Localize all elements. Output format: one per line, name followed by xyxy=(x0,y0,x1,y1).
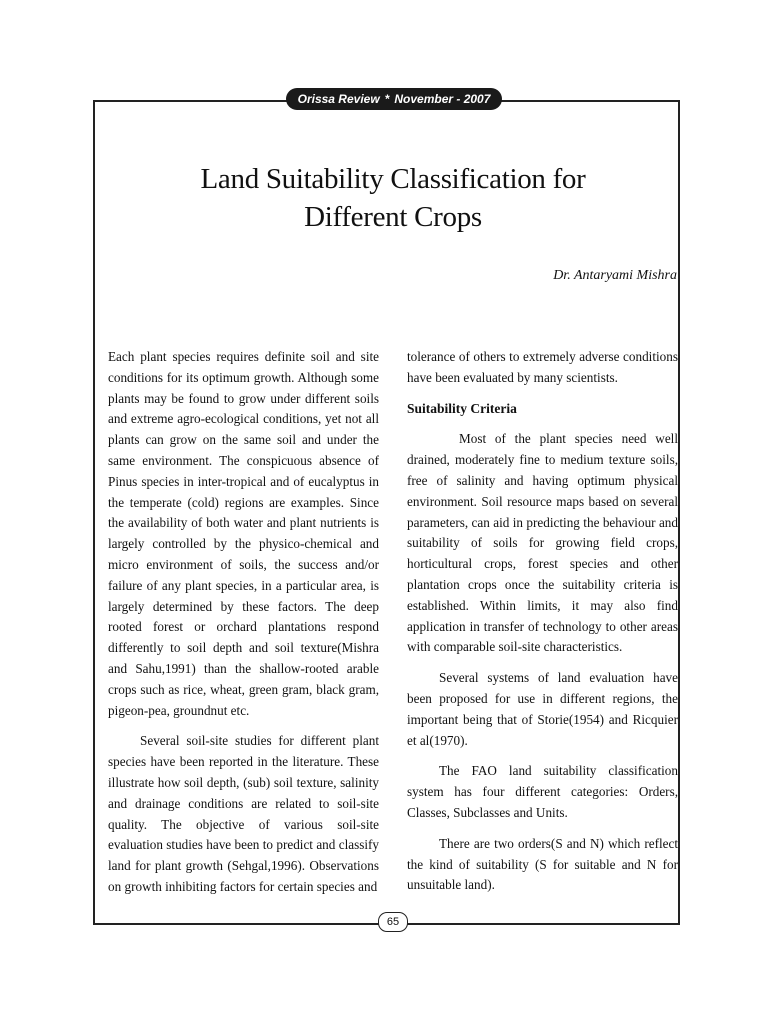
paragraph-right-5: There are two orders(S and N) which reflect the kind of suitability (S for suitable and N for unsuitable land). xyxy=(407,835,678,893)
paragraph-right-1: tolerance of others to extremely adverse conditions have been evaluated by many scientists. xyxy=(407,349,678,385)
header-separator: * xyxy=(384,92,390,106)
section-heading: Suitability Criteria xyxy=(407,400,517,416)
title-line-2: Different Crops xyxy=(304,201,482,233)
paragraph-left-2: Several soil-site studies for different plant species have been reported in the literature. These illustrate how soil depth, (sub) soil texture, salinity and drainage conditions are related to soil-site quality. The objective of various soil-site evaluation studies have been to predict and classify land for plant growth (Sehgal,1996). Observations on growth inhibiting factors for certain species and xyxy=(108,733,379,894)
paragraph-right-2: Most of the plant species need well drained, moderately fine to medium texture soils, free of salinity and having optimum physical environment. Soil resource maps based on several parameters, can aid in predicting the behaviour and suitability of soils for growing field crops, horticultural crops, forest species and other plantation crops once the suitability criteria is established. Within limits, it may also find application in transfer of technology to other areas with comparable soil-site characteristics. xyxy=(407,431,678,655)
journal-name: Orissa Review xyxy=(297,92,380,106)
paragraph-right-4: The FAO land suitability classification system has four different categories: Orders, Classes, Subclasses and Units. xyxy=(407,763,678,820)
title-line-1: Land Suitability Classification for xyxy=(200,163,586,195)
issue-date: November - 2007 xyxy=(394,92,491,106)
paragraph-right-3: Several systems of land evaluation have been proposed for use in different regions, the important being that of Storie(1954) and Ricquier et al(1970). xyxy=(407,670,678,748)
author-name: Dr. Antaryami Mishra xyxy=(553,268,677,283)
paragraph-left-1: Each plant species requires definite soil and site conditions for its optimum growth. Although some plants may be found to grow under different soils and extreme agro-ecological conditions, yet not all plants can grow on the same soil and under the same environment. The conspicuous absence of Pinus species in inter-tropical and of eucalyptus in the temperate (cold) regions are examples. Since the availability of both water and plant nutrients is largely controlled by the physico-chemical and micro environment of soils, the success and/or failure of any plant species, in a particular area, is largely determined by these factors. The deep rooted forest or orchard plantations respond differently to soil depth and soil texture(Mishra and Sahu,1991) than the shallow-rooted arable crops such as rice, wheat, green gram, black gram, pigeon-pea, groundnut etc. xyxy=(108,349,379,718)
article-title xyxy=(100,160,686,236)
journal-header-badge xyxy=(286,88,502,110)
page-number: 65 xyxy=(378,912,408,932)
left-column xyxy=(108,347,379,908)
right-column xyxy=(407,347,678,906)
